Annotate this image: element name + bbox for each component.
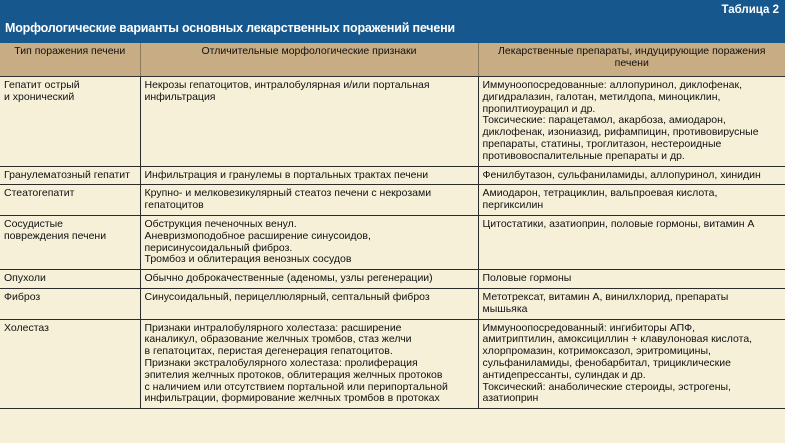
- table-row: [0, 185, 785, 216]
- cell-drugs: Иммуноопосредованные: аллопуринол, диклофенак, дигидралазин, галотан, метилдопа, миноциклин, пропилтиоурацил и др. Токсические: парацетамол, акарбоза, амиодарон, диклофенак, изониазид, рифампицин, противовирусные препараты, статины, троглитазон, нестероидные противовоспалительные препараты и др.: [478, 77, 785, 167]
- cell-type: Стеатогепатит: [0, 185, 140, 216]
- cell-drugs: Цитостатики, азатиоприн, половые гормоны, витамин А: [478, 215, 785, 269]
- cell-features: Крупно- и мелковезикулярный стеатоз печени с некрозами гепатоцитов: [140, 185, 478, 216]
- cell-features: Признаки интралобулярного холестаза: расширение каналикул, образование желчных тромбов, стаз желчи в гепатоцитах, перистая дегенерация гепатоцитов. Признаки экстралобулярного холестаза: пролиферация эпителия желчных протоков, облитерация желчных протоков с наличием или отсутствием портальной или перипортальной инфильтрации, формирование желчных тромбов в протоках: [140, 319, 478, 409]
- table-header-bar: [0, 0, 785, 43]
- cell-drugs: Половые гормоны: [478, 270, 785, 289]
- cell-features: Синусоидальный, перицеллюлярный, септальный фиброз: [140, 288, 478, 319]
- cell-type: Фиброз: [0, 288, 140, 319]
- table-row: [0, 319, 785, 409]
- cell-drugs: Иммуноопосредованный: ингибиторы АПФ, амитриптилин, амоксициллин + клавулоновая кислота, хлорпромазин, котримоксазол, эритромицины, сульфаниламиды, фенобарбитал, трициклические антидепрессанты, сулиндак и др. Токсический: анаболические стероиды, эстрогены, азатиоприн: [478, 319, 785, 409]
- cell-features: Обструкция печеночных венул. Аневризмоподобное расширение синусоидов, перисинусоидальный фиброз. Тромбоз и облитерация венозных сосудов: [140, 215, 478, 269]
- table-number: Таблица 2: [721, 4, 779, 16]
- table-row: [0, 77, 785, 167]
- cell-features: Некрозы гепатоцитов, интралобулярная и/или портальная инфильтрация: [140, 77, 478, 167]
- column-header-type: Тип поражения печени: [0, 43, 140, 77]
- cell-type: Опухоли: [0, 270, 140, 289]
- cell-drugs: Метотрексат, витамин А, винилхлорид, препараты мышьяка: [478, 288, 785, 319]
- cell-drugs: Фенилбутазон, сульфаниламиды, аллопуринол, хинидин: [478, 166, 785, 185]
- table-row: [0, 288, 785, 319]
- cell-type: Сосудистые повреждения печени: [0, 215, 140, 269]
- cell-type: Холестаз: [0, 319, 140, 409]
- cell-drugs: Амиодарон, тетрациклин, вальпроевая кислота, пергиксилин: [478, 185, 785, 216]
- drug-liver-injury-table: [0, 43, 785, 409]
- cell-type: Гепатит острый и хронический: [0, 77, 140, 167]
- table-row: [0, 166, 785, 185]
- cell-features: Обычно доброкачественные (аденомы, узлы регенерации): [140, 270, 478, 289]
- table-row: [0, 270, 785, 289]
- table-row: [0, 215, 785, 269]
- cell-type: Гранулематозный гепатит: [0, 166, 140, 185]
- table-title: Морфологические варианты основных лекарственных поражений печени: [5, 21, 455, 35]
- column-header-features: Отличительные морфологические признаки: [140, 43, 478, 77]
- header-row: [0, 43, 785, 77]
- cell-features: Инфильтрация и гранулемы в портальных трактах печени: [140, 166, 478, 185]
- column-header-drugs: Лекарственные препараты, индуцирующие поражения печени: [478, 43, 785, 77]
